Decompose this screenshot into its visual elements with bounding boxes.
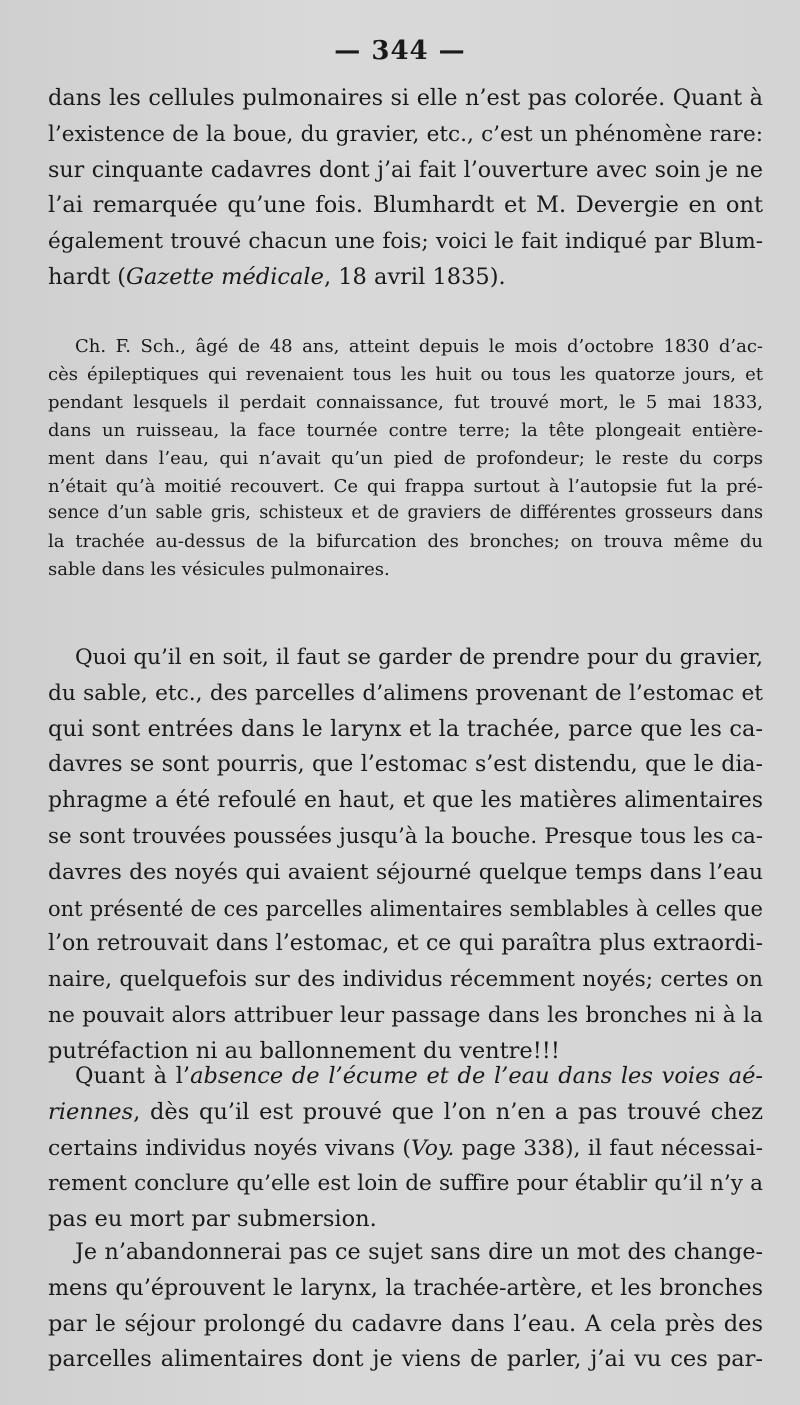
text-line: pas eu mort par submersion. [48, 1206, 377, 1233]
text-line: Je n’abandonnerai pas ce sujet sans dire un mot des change- [75, 1239, 763, 1265]
text-line: l’existence de la boue, du gravier, etc., c’est un phénomène rare: [48, 121, 763, 147]
text-line: sur cinquante cadavres dont j’ai fait l’ouverture avec soin je ne [48, 156, 763, 183]
text-line: rement conclure qu’elle est loin de suffire pour établir qu’il n’y a [48, 1171, 763, 1197]
text-run: Quant à l’ [75, 1063, 191, 1089]
text-line: sable dans les vésicules pulmonaires. [48, 559, 390, 581]
text-line: phragme a été refoulé en haut, et que les matières alimentaires [48, 788, 763, 814]
text-run: , dès qu’il est prouvé que l’on n’en a pas trouvé chez [133, 1098, 763, 1125]
text-run: , 18 avril 1835). [323, 263, 506, 290]
text-line: naire, quelquefois sur des individus récemment noyés; certes on [48, 967, 763, 993]
text-run: hardt ( [48, 263, 127, 290]
text-line: dans les cellules pulmonaires si elle n’est pas colorée. Quant à [48, 85, 763, 111]
journal-title: Gazette médicale [126, 263, 324, 290]
text-line [48, 1095, 763, 1131]
text-line: n’était qu’à moitié recouvert. Ce qui frappa surtout à l’autopsie fut la pré- [48, 475, 763, 497]
text-run: certains individus noyés vivans ( [48, 1135, 411, 1161]
text-line: dans un ruisseau, la face tournée contre terre; la tête plongeait entière- [48, 419, 763, 441]
paragraph-3 [48, 640, 763, 1070]
text-line: parcelles alimentaires dont je viens de parler, j’ai vu ces par- [48, 1346, 763, 1373]
text-line: davres des noyés qui avaient séjourné quelque temps dans l’eau [48, 859, 763, 885]
text-line: du sable, etc., des parcelles d’alimens provenant de l’estomac et [48, 680, 763, 706]
text-line: l’on retrouvait dans l’estomac, et ce qui paraîtra plus extraordi- [48, 931, 763, 957]
page-number: — 344 — [334, 36, 466, 66]
text-line: la trachée au-dessus de la bifurcation des bronches; on trouva même du [48, 531, 763, 553]
text-line: se sont trouvées poussées jusqu’à la bouche. Presque tous les ca- [48, 823, 763, 849]
text-line: pendant lesquels il perdait connaissance, fut trouvé mort, le 5 mai 1833, [48, 391, 763, 413]
text-line [48, 1131, 763, 1167]
text-run: page 338), il faut nécessai- [454, 1135, 764, 1161]
text-line: ment dans l’eau, qui n’avait qu’un pied de profondeur; le reste du corps [48, 447, 763, 469]
text-line: qui sont entrées dans le larynx et la trachée, parce que les ca- [48, 715, 763, 742]
text-line: ne pouvait alors attribuer leur passage dans les bronches ni à la [48, 1002, 763, 1028]
text-line: putréfaction ni au ballonnement du ventre!!! [48, 1037, 560, 1064]
text-line: davres se sont pourris, que l’estomac s’est distendu, que le dia- [48, 752, 763, 778]
text-line: ont présenté de ces parcelles alimentaires semblables à celles que [48, 895, 763, 921]
text-line: l’ai remarquée qu’une fois. Blumhardt et M. Devergie en ont [48, 192, 763, 219]
text-line [48, 1059, 763, 1095]
paragraph-5 [48, 1235, 763, 1378]
case-report [48, 333, 763, 584]
text-line: mens qu’éprouvent le larynx, la trachée-artère, et les bronches [48, 1274, 763, 1301]
emphasis: absence de l’écume et de l’eau dans les voies aé- [190, 1063, 763, 1089]
emphasis: Voy. [410, 1135, 455, 1161]
text-line: Ch. F. Sch., âgé de 48 ans, atteint depuis le mois d’octobre 1830 d’ac- [75, 336, 763, 357]
paragraph-4 [48, 1059, 763, 1238]
text-line: sence d’un sable gris, schisteux et de graviers de différentes grosseurs dans [48, 503, 763, 524]
text-line [48, 260, 763, 296]
text-line: également trouvé chacun une fois; voici le fait indiqué par Blum- [48, 229, 763, 255]
paragraph-1 [48, 81, 763, 296]
text-line: Quoi qu’il en soit, il faut se garder de prendre pour du gravier, [75, 645, 763, 670]
text-line: par le séjour prolongé du cadavre dans l’eau. A cela près des [48, 1310, 763, 1337]
emphasis: riennes [48, 1098, 134, 1125]
text-line: cès épileptiques qui revenaient tous les huit ou tous les quatorze jours, et [48, 363, 763, 385]
